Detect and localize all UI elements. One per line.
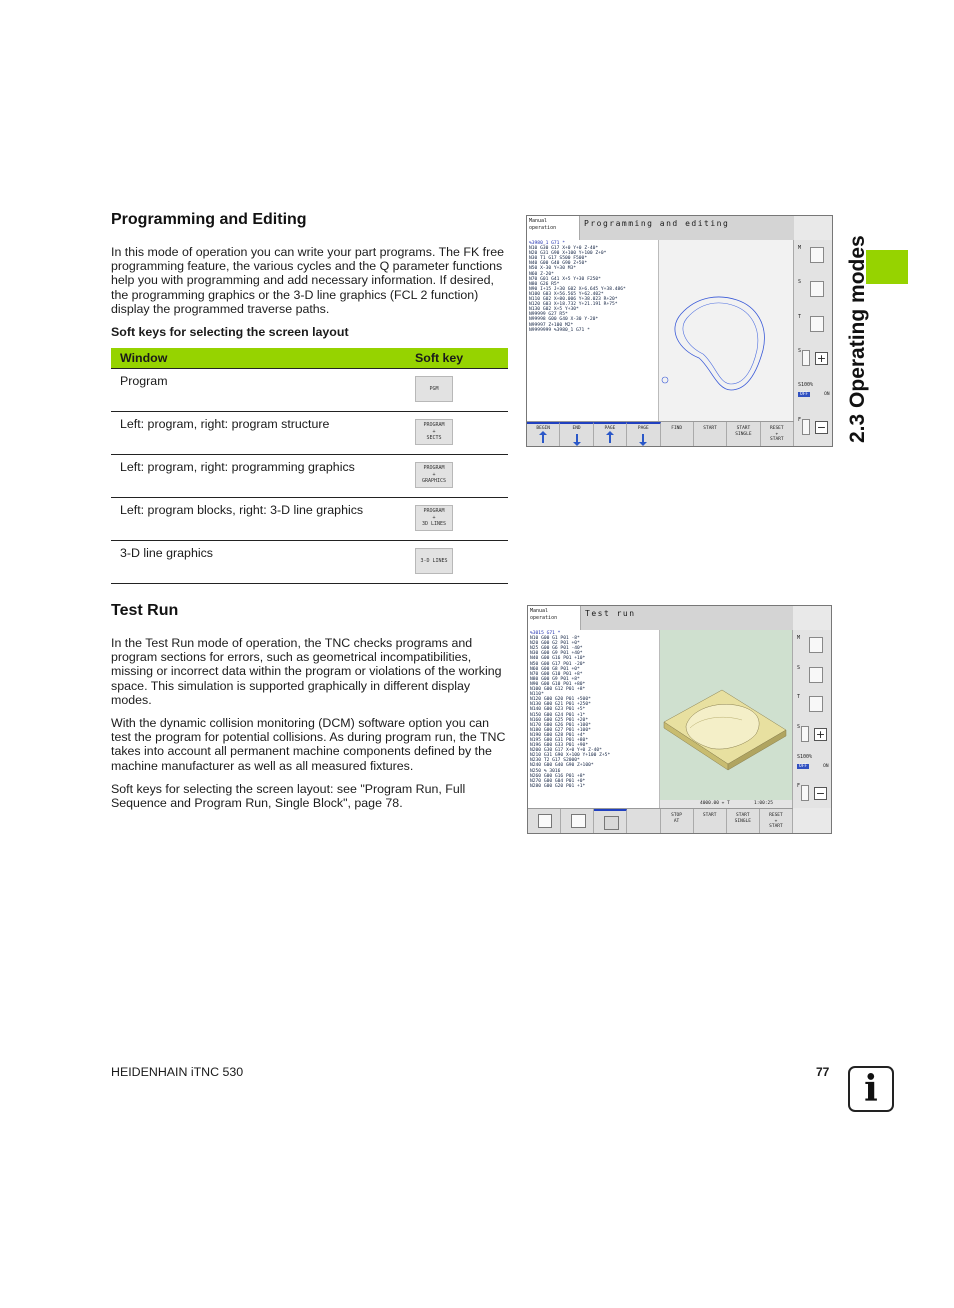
program-line: N140 G00 G23 P01 +5* (530, 707, 586, 713)
info-icon-glyph: i (864, 1068, 878, 1110)
vertical-softkey-bar (793, 240, 832, 446)
softkey-label-line: SECTS (426, 435, 442, 442)
tool-icon (809, 696, 823, 712)
vertical-softkey-bar (792, 630, 831, 808)
override-slider-icon (802, 419, 810, 435)
program-line: N120 G03 X+18.732 Y+21.191 R+75* (529, 302, 618, 308)
softkey-label (761, 426, 793, 443)
softkey-label (760, 813, 792, 830)
softkey-label-line: + (774, 818, 778, 824)
override-slider-icon (801, 785, 809, 801)
program-line: N99999 G27 R5* (529, 312, 568, 318)
arrow-down-icon (642, 434, 644, 443)
softkey-table (111, 348, 508, 584)
softkey-label-line: FIND (671, 426, 683, 431)
split-window-icon (571, 814, 586, 828)
mode-indicator-small (527, 216, 580, 240)
softkey-label (627, 426, 659, 432)
vkey-label: S (798, 348, 802, 354)
screen-layout-softkey[interactable] (415, 505, 453, 531)
m-function-softkey[interactable] (796, 243, 830, 267)
page-number: 77 (816, 1065, 830, 1079)
bottom-softkey[interactable] (760, 809, 793, 833)
program-line: %3015 G71 * (530, 631, 561, 636)
workpiece-3d (660, 630, 793, 800)
softkey-label (694, 426, 726, 432)
softkey-label-line: SINGLE (735, 431, 752, 437)
override-slider-icon (801, 726, 809, 742)
table-row (111, 412, 508, 455)
m-function-softkey[interactable] (795, 633, 829, 657)
softkey-label (694, 813, 726, 819)
tool-icon (810, 281, 824, 297)
softkey-label-line: START (702, 813, 717, 818)
program-line: N110* (530, 692, 544, 698)
program-line: N30 G00 G9 P01 +40* (530, 651, 583, 657)
program-line: N99997 Z+100 M2* (529, 322, 574, 328)
spindle-override-toggle[interactable] (796, 380, 830, 404)
program-line: N70 G01 G41 X+5 Y+30 F250* (529, 276, 601, 282)
screen-layout-softkey[interactable] (415, 419, 453, 445)
program-line: N170 G00 G26 P01 +100* (530, 722, 591, 728)
arrow-up-icon (542, 434, 544, 443)
program-line: N60 G00 G8 P01 +0* (530, 666, 580, 672)
program-line: N30 T1 G17 S500 F500* (529, 256, 588, 262)
softkey-label (727, 426, 759, 437)
program-line: N270 G00 G04 P01 +0* (530, 778, 586, 784)
bottom-softkey[interactable] (661, 809, 694, 833)
vkey-label: S (797, 724, 801, 730)
override-slider-icon (802, 350, 810, 366)
mode-title: Programming and editing (580, 216, 794, 240)
tool-icon (809, 667, 823, 683)
softkey-table-header (111, 348, 508, 369)
softkey-label-line: STOP (671, 813, 682, 818)
bottom-softkey[interactable] (761, 422, 794, 446)
simulation-status-bar (660, 800, 793, 808)
row-window-label: Program (120, 374, 168, 388)
softkey-label (661, 813, 693, 824)
contour-graphic (659, 240, 793, 422)
table-row (111, 498, 508, 541)
bottom-softkey[interactable] (561, 809, 594, 833)
mode-small-line1: Manual (529, 218, 548, 224)
softkey-label-line: RESET (769, 813, 783, 818)
row-window-label: Left: program, right: program structure (120, 417, 330, 431)
row-window-label: 3-D line graphics (120, 546, 213, 560)
program-line: N190 G00 G28 P01 +4* (530, 732, 586, 738)
bottom-softkey[interactable] (627, 422, 660, 446)
tool-softkey[interactable] (795, 692, 829, 716)
softkey-label (594, 426, 626, 432)
off-label: OFF (799, 763, 808, 769)
tool-softkey[interactable] (796, 312, 830, 336)
vkey-label: F (798, 416, 802, 423)
chapter-side-title-text: 2.3 Operating modes (846, 235, 869, 443)
vkey-label: S100% (798, 382, 814, 389)
bottom-softkey[interactable] (694, 809, 727, 833)
softkey-label-line: PROGRAM (423, 508, 445, 515)
program-line: N180 G00 G27 P01 +100* (530, 727, 591, 733)
row-window-label: Left: program, right: programming graphics (120, 460, 355, 474)
off-on-toggle[interactable] (798, 392, 830, 397)
program-line: N90 I+15 J+30 G02 X+6.645 Y+38.486* (529, 286, 626, 292)
program-line: N80 G26 R5* (529, 281, 560, 287)
bottom-softkey[interactable] (727, 422, 760, 446)
tool-icon (810, 247, 824, 263)
program-line: N150 G00 G24 P01 +1* (530, 712, 586, 718)
row-window-label: Left: program blocks, right: 3-D line graphics (120, 503, 364, 517)
program-line: N230 T2 G17 S2000* (530, 758, 580, 764)
header-window: Window (120, 351, 168, 365)
program-line: %3980_1 G71 * (529, 241, 565, 246)
softkey-label-line: END (572, 426, 581, 431)
softkey-label-line: PROGRAM (423, 422, 445, 429)
program-line: N130 G02 X+5 Y+30* (529, 307, 579, 313)
program-line: N40 G00 G40 G90 Z+50* (529, 261, 588, 267)
softkey-label-line: START (736, 813, 750, 818)
plus-icon[interactable]: + (815, 728, 826, 741)
softkey-label-line: PAGE (604, 426, 616, 431)
program-listing (527, 240, 658, 422)
section-paragraph-programming: In this mode of operation you can write your part programs. The FK free programming feature, the various cycles and the Q parameter functions help you with programming and add necessary information. If desired, the programming graphics or the 3-D line graphics (FCL 2 function) display the programmed traverse paths. (111, 245, 505, 316)
program-line: N200 G30 G17 X+0 Y+0 Z-40* (530, 748, 602, 754)
status-feed: 4000.00 + T (700, 801, 730, 806)
softkey-label-line: AT (673, 818, 680, 824)
program-line: N50 X-30 Y+30 M3* (529, 266, 577, 272)
on-label: ON (823, 763, 829, 769)
table-row (111, 541, 508, 584)
chapter-side-title (838, 213, 878, 443)
softkey-label (560, 426, 592, 432)
status-time: 1:00:25 (754, 801, 773, 806)
program-line: N210 G31 G90 X+100 Y+100 Z+5* (530, 753, 611, 759)
off-label: OFF (800, 392, 809, 398)
spindle-softkey[interactable] (796, 277, 830, 301)
minus-icon[interactable]: − (815, 787, 826, 801)
table-row (111, 369, 508, 412)
header-softkey: Soft key (415, 351, 464, 365)
program-line: N120 G00 G20 P01 +500* (530, 697, 591, 703)
program-line: N90 G00 G10 P01 +80* (530, 681, 586, 687)
test-run-paragraph-3: Soft keys for selecting the screen layout: see "Program Run, Full Sequence and Program Run, Single Block", page 78. (111, 782, 466, 811)
mode-title: Test run (581, 606, 793, 630)
arrow-up-icon (609, 434, 611, 443)
program-line: N80 G00 G9 P01 +8* (530, 676, 580, 682)
vkey-label: S100% (797, 753, 813, 760)
softkey-label (527, 426, 559, 432)
info-icon (848, 1066, 894, 1112)
vkey-label: F (797, 783, 801, 790)
program-line: N100 G00 G12 P01 +8* (530, 687, 586, 693)
workpiece-view-icon (604, 816, 619, 830)
vkey-label: S (797, 664, 801, 671)
program-line: N10 G00 G1 P01 -8* (530, 636, 580, 642)
softkey-label-line: START (703, 426, 717, 431)
horizontal-softkey-bar (528, 808, 793, 833)
program-line: N99998 G00 G40 X-30 Y-20* (529, 317, 599, 323)
softkey-table-title: Soft keys for selecting the screen layout (111, 325, 349, 339)
program-line: N250 % 3016 (530, 768, 561, 774)
softkey-label-line: PROGRAM (423, 465, 445, 472)
softkey-label-line: + (432, 471, 436, 478)
program-line: N130 G00 G21 P01 +250* (530, 702, 591, 708)
softkey-label-line: RESET (770, 426, 784, 431)
program-line: N10 G30 G17 X+0 Y+0 Z-40* (529, 246, 599, 252)
plus-icon[interactable]: + (816, 352, 827, 365)
softkey-label-line: + (775, 431, 779, 437)
start-point-marker (662, 377, 668, 383)
program-line: N60 Z-20* (529, 271, 554, 277)
bottom-softkey[interactable] (727, 809, 760, 833)
softkey-label-line: 3D LINES (421, 521, 447, 528)
softkey-label-line: PGM (429, 385, 439, 392)
program-line: N260 G00 G16 P01 +8* (530, 773, 586, 779)
softkey-label-line: START (769, 824, 783, 829)
program-line: N40 G00 G16 P01 +10* (530, 656, 586, 662)
test-run-paragraph-2: With the dynamic collision monitoring (DCM) software option you can test the program for potential collisions. As during program run, the TNC takes into account all permanent machine components defined by the machine manufacturer as well as all measured fixtures. (111, 716, 506, 773)
vkey-label: M (798, 245, 802, 251)
program-line: N20 G31 G90 X+100 Y+100 Z+0* (529, 251, 607, 257)
contour-outer (675, 297, 764, 390)
softkey-label-line: BEGIN (536, 426, 550, 431)
program-line: N240 G00 G40 G90 Z+100* (530, 763, 594, 769)
section-heading-programming: Programming and Editing (111, 211, 307, 228)
softkey-label-line: + (432, 428, 436, 435)
bottom-softkey[interactable] (560, 422, 593, 446)
program-line: N70 G00 G10 P01 +8* (530, 671, 583, 677)
program-line: N20 G00 G2 P01 +0* (530, 641, 580, 647)
softkey-label-line: START (770, 437, 784, 442)
mode-small-line1: Manual (530, 608, 549, 614)
program-listing (528, 630, 659, 808)
bottom-softkey[interactable] (527, 422, 560, 446)
3d-simulation-graphics (659, 630, 793, 808)
bottom-softkey[interactable] (661, 422, 694, 446)
test-run-paragraph-1: In the Test Run mode of operation, the TNC checks programs and program sections for errors, such as geometrical incompatibilities, missing or incorrect data within the program or violations of the working space. This simulation is supported graphically in different display modes. (111, 636, 502, 707)
programming-graphics (658, 240, 793, 422)
horizontal-softkey-bar (527, 421, 794, 446)
bottom-softkey[interactable] (694, 422, 727, 446)
softkey-label-line: + (432, 514, 436, 521)
contour-inner (683, 303, 758, 384)
minus-icon[interactable]: − (816, 420, 827, 434)
softkey-label-line: PAGE (637, 426, 649, 431)
softkey-label-line: START (736, 426, 751, 431)
mode-indicator-small (528, 606, 581, 630)
footer-product-name: HEIDENHAIN iTNC 530 (111, 1065, 244, 1079)
mode-small-line2: operation (530, 615, 558, 621)
program-line: N9999999 %3980_1 G71 * (529, 327, 590, 333)
section-heading-test-run: Test Run (111, 602, 179, 619)
program-line: N280 G00 G20 P01 +1* (530, 783, 586, 789)
vkey-label: S (798, 279, 802, 286)
screen-layout-softkey[interactable] (415, 548, 453, 574)
screen-layout-softkey[interactable] (415, 376, 453, 402)
softkey-label-line: 3-D LINES (420, 557, 448, 564)
tool-icon (810, 316, 824, 332)
spindle-override-softkey[interactable] (796, 346, 830, 370)
spindle-override-toggle[interactable] (795, 752, 829, 776)
screenshot-programming-editing (526, 215, 833, 447)
spindle-softkey[interactable] (795, 663, 829, 687)
single-window-icon (538, 814, 553, 828)
softkey-label (661, 426, 693, 432)
tool-icon (809, 637, 823, 653)
program-line: N50 G00 G17 P01 -20* (530, 661, 586, 667)
program-line: N25 G00 G6 P01 -40* (530, 646, 583, 652)
off-on-toggle[interactable] (797, 764, 829, 769)
softkey-label (727, 813, 759, 824)
bottom-softkey[interactable] (594, 809, 627, 833)
program-line: N160 G00 G25 P01 +20* (530, 717, 589, 723)
feed-override-softkey[interactable] (796, 415, 830, 439)
arrow-down-icon (576, 434, 578, 443)
on-label: ON (824, 392, 830, 398)
program-line: N110 G02 X+80.006 Y+38.023 R+20* (529, 297, 618, 303)
program-line: N100 G03 X+56.565 Y+62.402* (529, 291, 604, 297)
screenshot-test-run (527, 605, 832, 834)
bottom-softkey[interactable] (528, 809, 561, 833)
program-line: N195 G00 G31 P01 +80* (530, 737, 589, 743)
program-line: N196 G00 G33 P01 +90* (530, 743, 589, 749)
mode-small-line2: operation (529, 225, 557, 231)
vkey-label: T (798, 313, 802, 320)
softkey-label-line: GRAPHICS (421, 478, 447, 485)
screen-layout-softkey[interactable] (415, 462, 453, 488)
table-row (111, 455, 508, 498)
bottom-softkey[interactable] (627, 809, 660, 833)
feed-override-softkey[interactable] (795, 781, 829, 805)
vkey-label: M (797, 635, 801, 641)
spindle-override-softkey[interactable] (795, 722, 829, 746)
bottom-softkey[interactable] (594, 422, 627, 446)
vkey-label: T (797, 694, 801, 701)
softkey-label-line: SINGLE (734, 818, 751, 824)
